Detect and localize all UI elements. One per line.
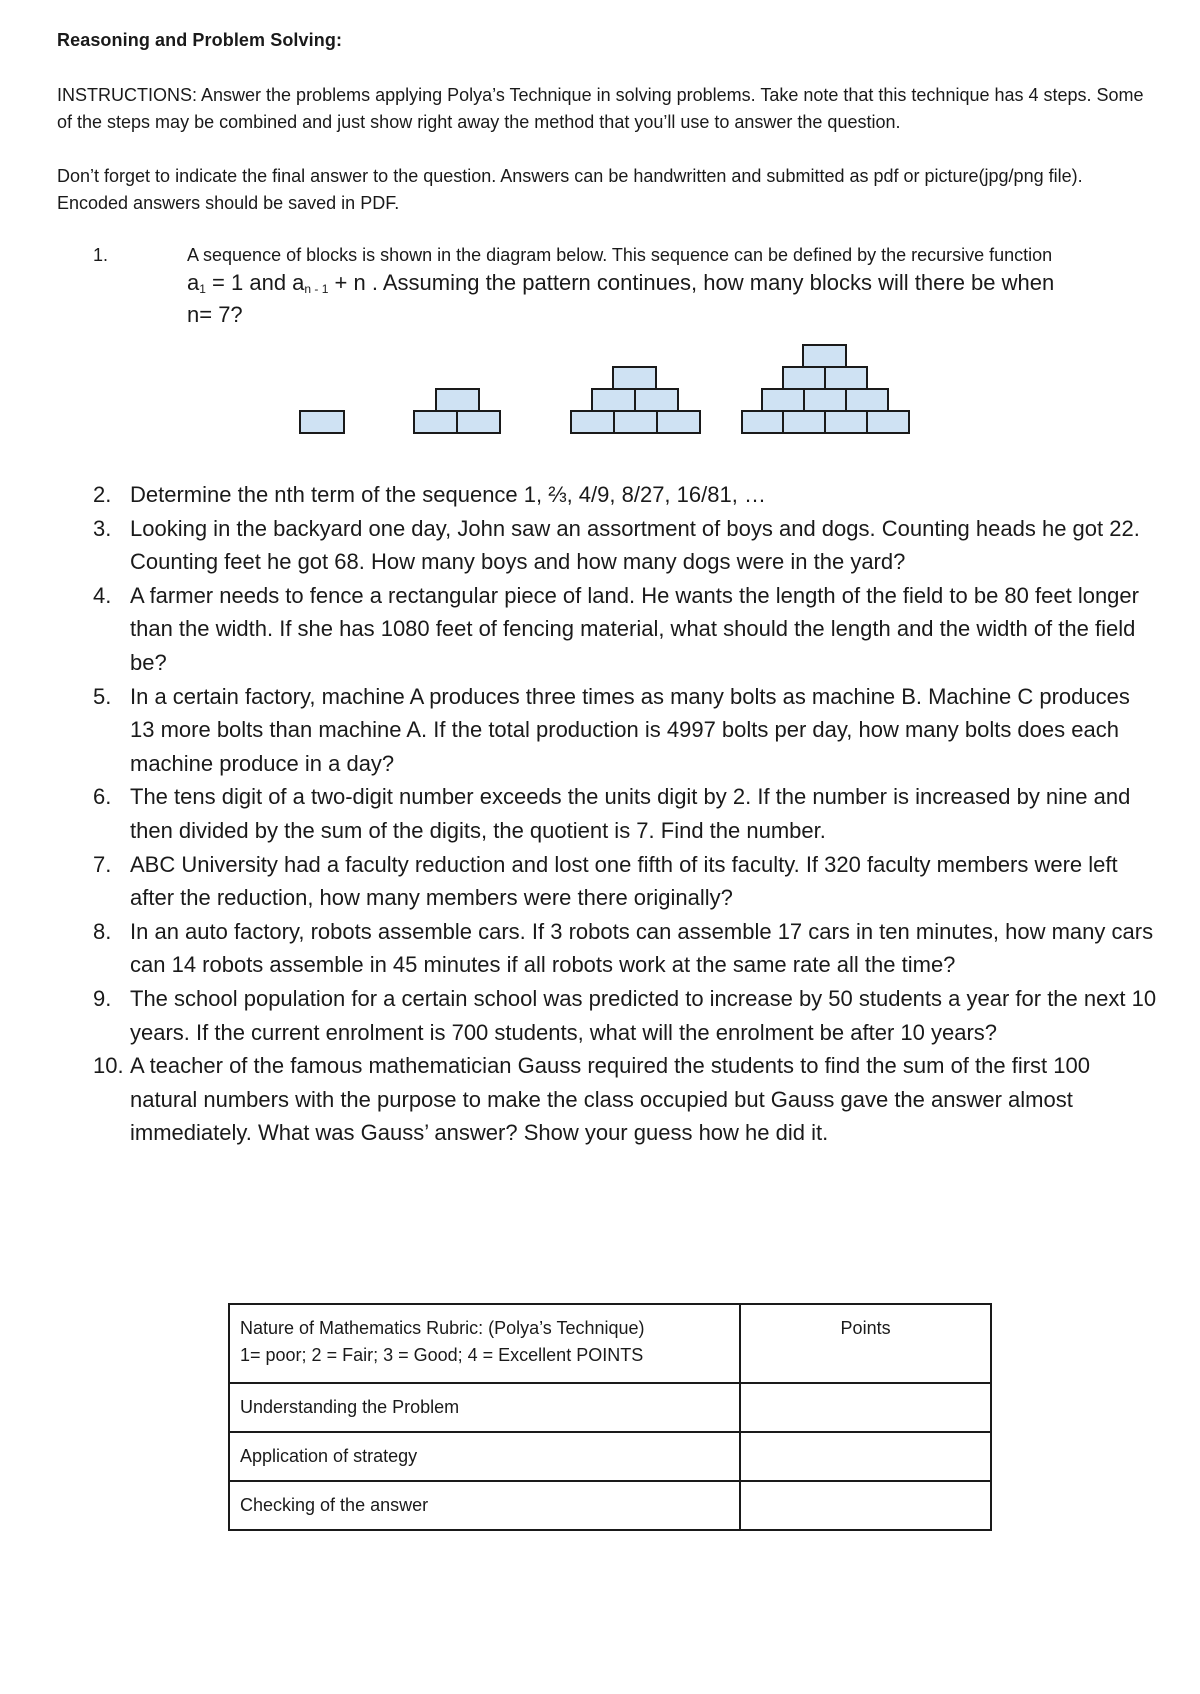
question-number: 1. — [93, 245, 109, 265]
list-item: 8. In an auto factory, robots assemble cars. If 3 robots can assemble 17 cars in ten minutes, how many cars can 14 robots assemble in 45 minutes if all robots work at the same rate all the time? — [93, 918, 1154, 978]
rubric-title-cell — [229, 1304, 740, 1383]
reminder-paragraph: Don’t forget to indicate the final answer to the question. Answers can be handwritten and submitted as pdf or picture(jpg/png file). Encoded answers should be saved in PDF. — [57, 166, 1083, 213]
list-item: 6. The tens digit of a two-digit number exceeds the units digit by 2. If the number is increased by nine and then divided by the sum of the digits, the quotient is 7. Find the number. — [93, 784, 1131, 843]
block-figure-3 — [571, 367, 700, 433]
rubric-criterion: Understanding the Problem — [229, 1383, 740, 1432]
rubric-criterion: Checking of the answer — [229, 1481, 740, 1530]
list-item: 9. The school population for a certain school was predicted to increase by 50 students a year for the next 10 years. If the current enrolment is 700 students, what will the enrolment be after 10 years? — [93, 985, 1157, 1045]
rubric-scale: 1= poor; 2 = Fair; 3 = Good; 4 = Excellent POINTS — [240, 1345, 644, 1365]
question-list — [57, 478, 1157, 1150]
rubric-table — [228, 1303, 992, 1531]
block-sequence-diagram — [0, 0, 1200, 460]
question-1-ask: n= 7? — [187, 302, 243, 327]
table-row — [229, 1383, 991, 1432]
block-figure-1 — [300, 411, 344, 433]
instructions-paragraph: INSTRUCTIONS: Answer the problems applying Polya’s Technique in solving problems. Take note that this technique has 4 steps. Some of the steps may be combined and just show right away the method that you’ll use to answer the question. — [57, 85, 1144, 132]
list-item: 10. A teacher of the famous mathematician Gauss required the students to find the sum of the first 100 natural numbers with the purpose to make the class occupied but Gauss gave the answer almost immediately. What was Gauss’ answer? Show your guess how he did it. — [93, 1053, 1090, 1146]
points-header-cell: Points — [740, 1304, 991, 1383]
points-cell[interactable] — [740, 1432, 991, 1481]
question-1-text: A sequence of blocks is shown in the diagram below. This sequence can be defined by the recursive function — [187, 245, 1053, 265]
rubric-title: Nature of Mathematics Rubric: (Polya’s Technique) — [240, 1318, 645, 1338]
list-item: 2. Determine the nth term of the sequence 1, ⅔, 4/9, 8/27, 16/81, … — [93, 482, 766, 507]
list-item: 5. In a certain factory, machine A produces three times as many bolts as machine B. Machine C produces 13 more bolts than machine A. If the total production is 4997 bolts per day, how many bolts does each machine produce in a day? — [93, 683, 1130, 776]
block-figure-4 — [742, 345, 909, 433]
document-heading: Reasoning and Problem Solving: — [57, 30, 343, 50]
list-item: 3. Looking in the backyard one day, John saw an assortment of boys and dogs. Counting heads he got 22. Counting feet he got 68. How many boys and how many dogs were in the yard? — [93, 515, 1140, 575]
recursive-formula: $a_1 = 1$ and $a_{n - 1} + n$ . Assuming the pattern continues, how many blocks will there be when — [187, 270, 1055, 296]
points-cell[interactable] — [740, 1383, 991, 1432]
table-row — [229, 1304, 991, 1383]
block-figure-2 — [414, 389, 500, 433]
table-row — [229, 1481, 991, 1530]
table-row — [229, 1432, 991, 1481]
points-cell[interactable] — [740, 1481, 991, 1530]
rubric-criterion: Application of strategy — [229, 1432, 740, 1481]
list-item: 7. ABC University had a faculty reduction and lost one fifth of its faculty. If 320 faculty members were left after the reduction, how many members were there originally? — [93, 851, 1118, 911]
list-item: 4. A farmer needs to fence a rectangular piece of land. He wants the length of the field to be 80 feet longer than the width. If she has 1080 feet of fencing material, what should the length and the width of the field be? — [93, 582, 1139, 675]
